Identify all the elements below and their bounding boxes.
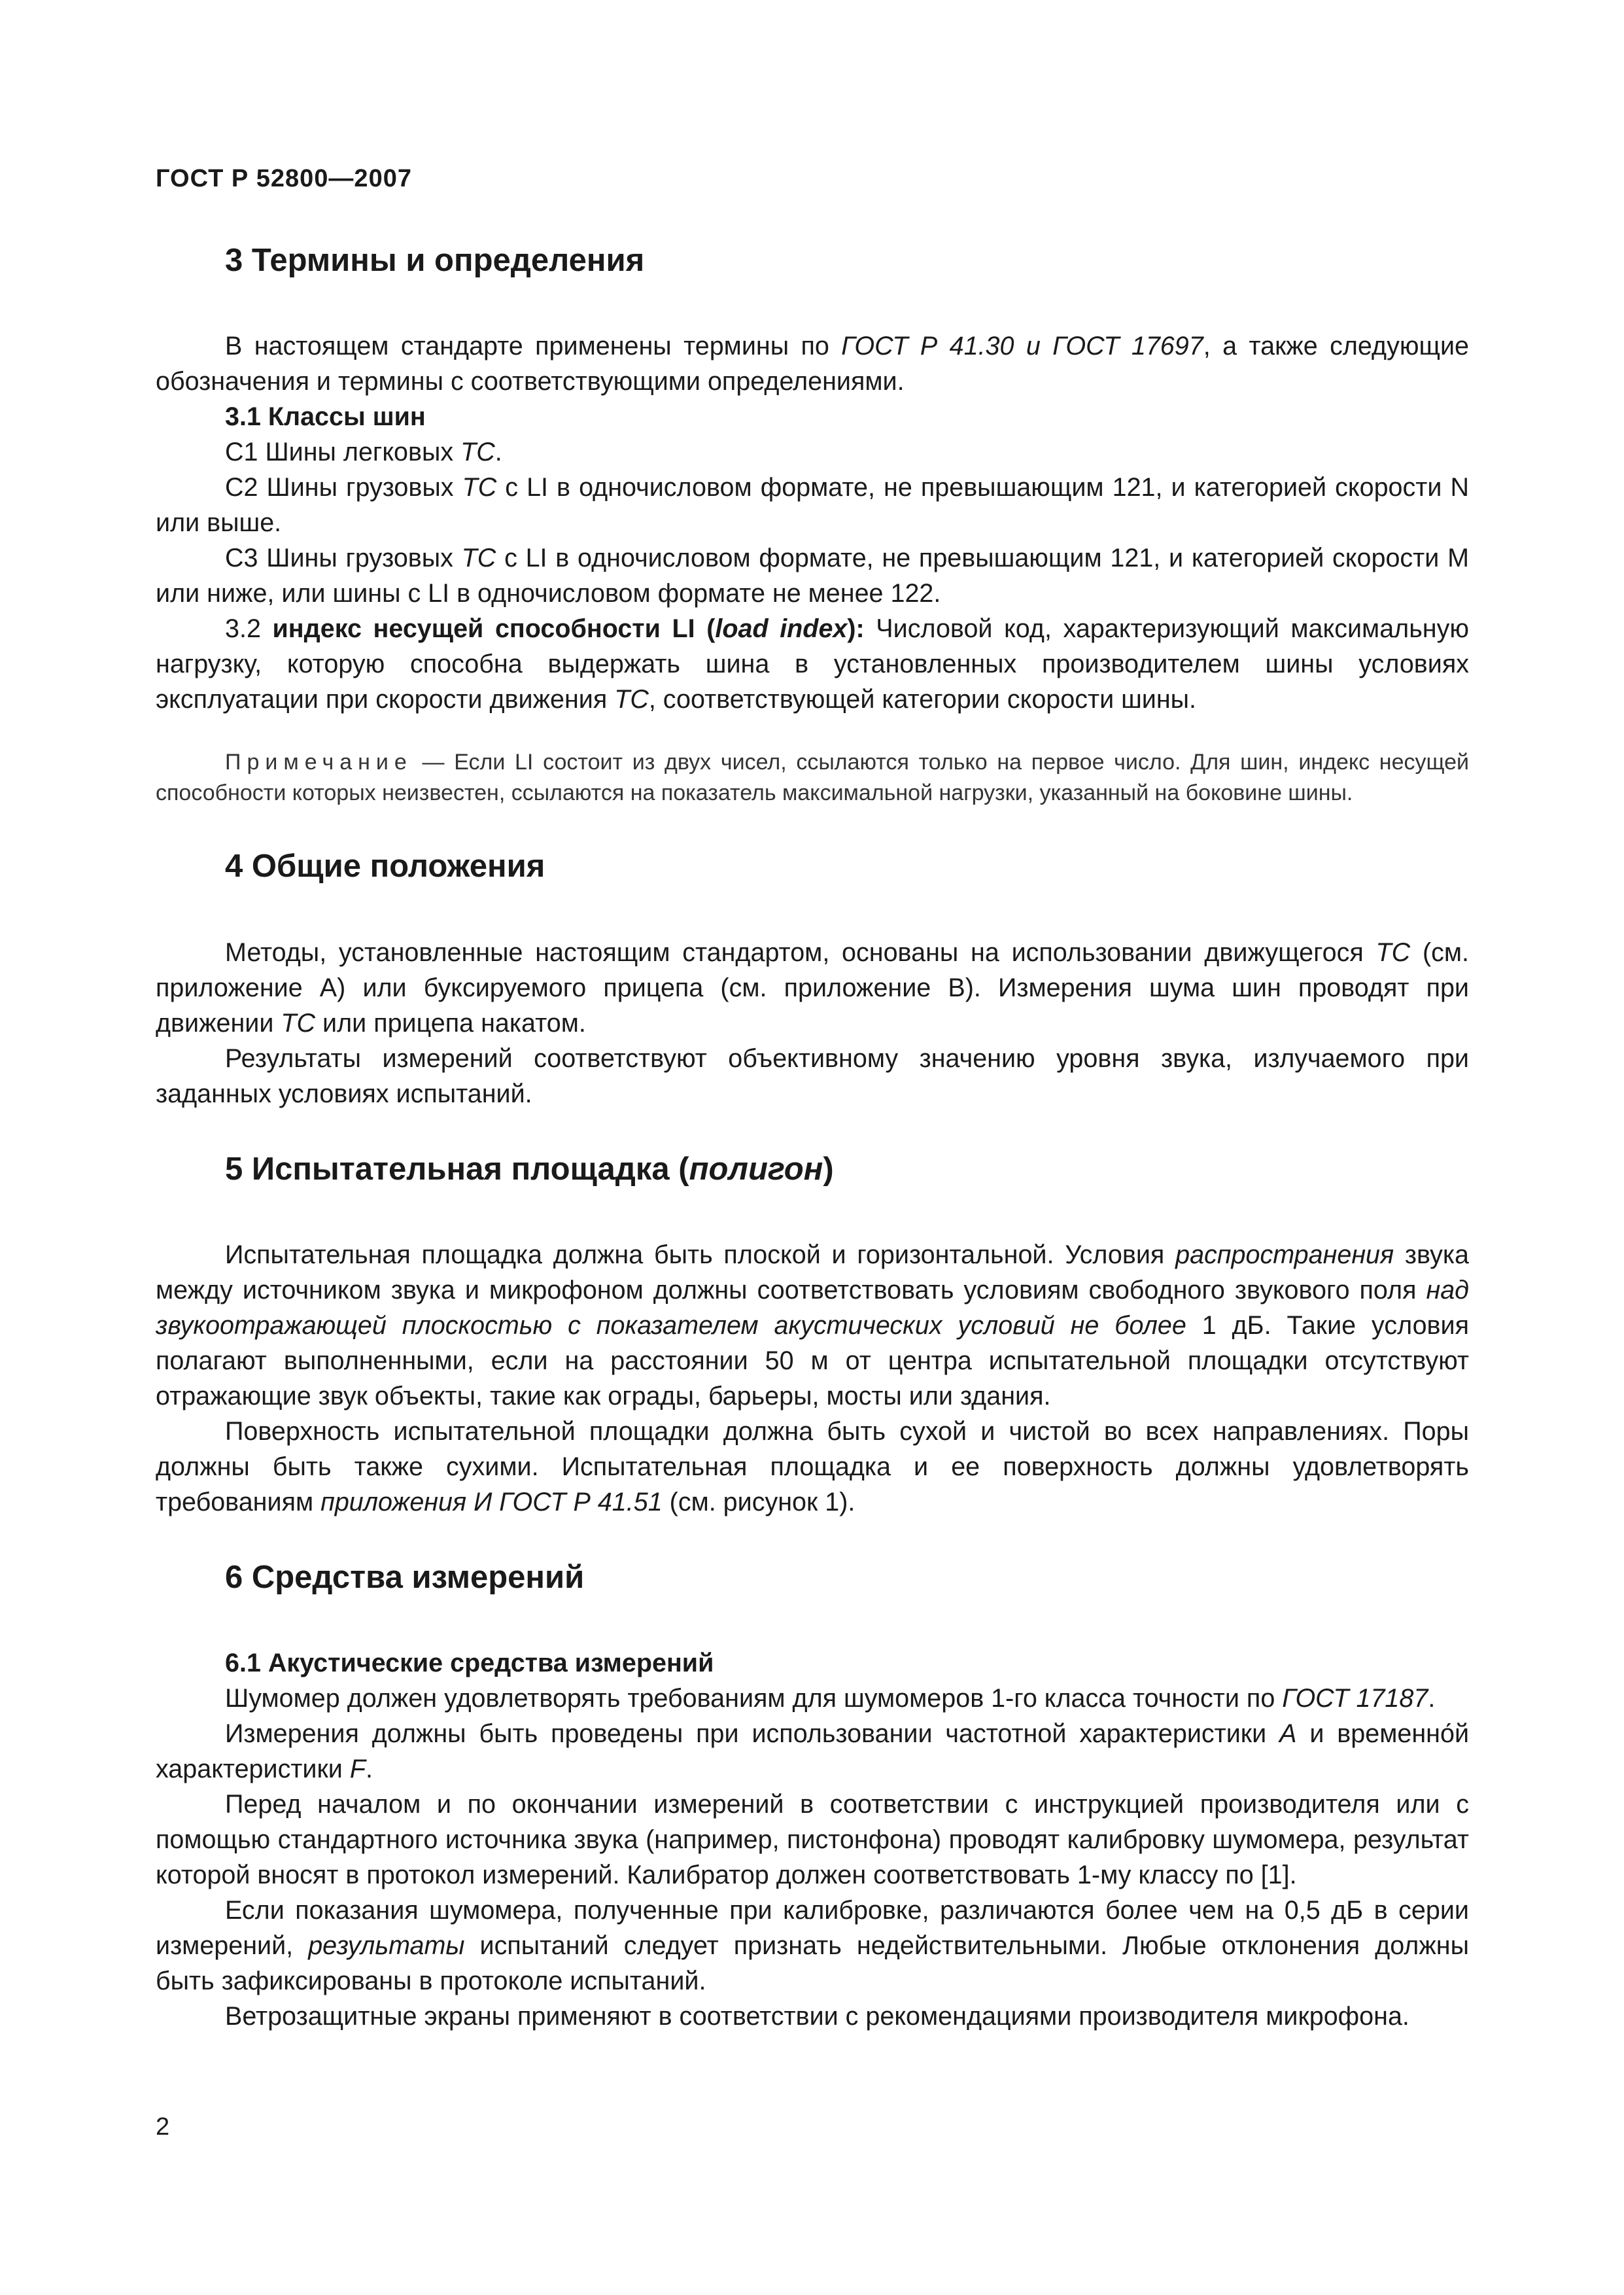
s6-p3: Перед началом и по окончании измерений в соответствии с инструкцией производителя или с помощью стандартного источника звука (например, пистонфона) проводят калибровку шумомера, результат которой вносят в протокол измерений. Калибратор должен соответствовать 1-му классу по [1]. xyxy=(156,1790,1469,1890)
s4-p2: Результаты измерений соответствуют объективному значению уровня звука, излучаемого при заданных условиях испытаний. xyxy=(156,1043,1469,1108)
s4-p1: Методы, установленные настоящим стандартом, основаны на использовании движущегося ТС (см. приложение А) или буксируемого прицепа (см. приложение В). Измерения шума шин проводят при движении ТС или прицепа накатом. xyxy=(156,937,1469,1038)
section-4-title: 4 Общие положения xyxy=(225,849,545,885)
s3-c1: С1 Шины легковых ТС. xyxy=(225,438,502,467)
s3-note: Примечание — Если LI состоит из двух чисел, ссылаются только на первое число. Для шин, индекс несущей способности которых неизвестен, ссылаются на показатель максимальной нагрузки, указанный на боковине шины. xyxy=(156,750,1469,806)
s6-1-heading: 6.1 Акустические средства измерений xyxy=(225,1649,714,1678)
s6-p4: Если показания шумомера, полученные при калибровке, различаются более чем на 0,5 дБ в серии измерений, результаты испытаний следует признать недействительными. Любые отклонения должны быть зафиксированы в протоколе испытаний. xyxy=(156,1896,1469,1996)
s6-p5: Ветрозащитные экраны применяют в соответствии с рекомендациями производителя микрофона. xyxy=(225,2002,1409,2031)
section-3-title: 3 Термины и определения xyxy=(225,243,645,278)
page-number: 2 xyxy=(156,2113,170,2141)
note-label: Примечание xyxy=(225,750,413,775)
s5-p1: Испытательная площадка должна быть плоской и горизонтальной. Условия распространения звука между источником звука и микрофоном должны соответствовать условиям свободного звукового поля над звукоотражающей плоскостью с показателем акустических условий не более 1 дБ. Такие условия полагают выполненными, если на расстоянии 50 м от центра испытательной площадки отсутствуют отражающие звук объекты, такие как ограды, барьеры, мосты или здания. xyxy=(156,1240,1469,1411)
s3-c3: С3 Шины грузовых ТС с LI в одночисловом формате, не превышающим 121, и категорией скорости М или ниже, или шины с LI в одночисловом формате не менее 122. xyxy=(156,544,1469,608)
s6-p1: Шумомер должен удовлетворять требованиям для шумомеров 1-го класса точности по ГОСТ 17187. xyxy=(225,1684,1436,1713)
s6-p2: Измерения должны быть проведены при использовании частотной характеристики А и временно́й характеристики F. xyxy=(156,1719,1470,1784)
s5-p2: Поверхность испытательной площадки должна быть сухой и чистой во всех направлениях. Поры должны быть также сухими. Испытательная площадка и ее поверхность должны удовлетворять требованиям приложения И ГОСТ Р 41.51 (см. рисунок 1). xyxy=(156,1417,1469,1517)
s3-c2: С2 Шины грузовых ТС с LI в одночисловом формате, не превышающим 121, и категорией скорости N или выше. xyxy=(156,473,1469,538)
document-code: ГОСТ Р 52800—2007 xyxy=(156,165,412,192)
document-body xyxy=(156,242,1469,2034)
s3-1-heading: 3.1 Классы шин xyxy=(225,402,426,432)
s3-2-definition: 3.2 индекс несущей способности LI (load index): Числовой код, характеризующий максимальную нагрузку, которую способна выдержать шина в установленных производителем шины условиях эксплуатации при скорости движения ТС, соответствующей категории скорости шины. xyxy=(156,614,1469,714)
section-6-title: 6 Средства измерений xyxy=(225,1560,585,1596)
section-5-title: 5 Испытательная площадка (полигон) xyxy=(225,1151,834,1187)
s3-intro: В настоящем стандарте применены термины по ГОСТ Р 41.30 и ГОСТ 17697, а также следующие обозначения и термины с соответствующими определениями. xyxy=(156,332,1469,396)
